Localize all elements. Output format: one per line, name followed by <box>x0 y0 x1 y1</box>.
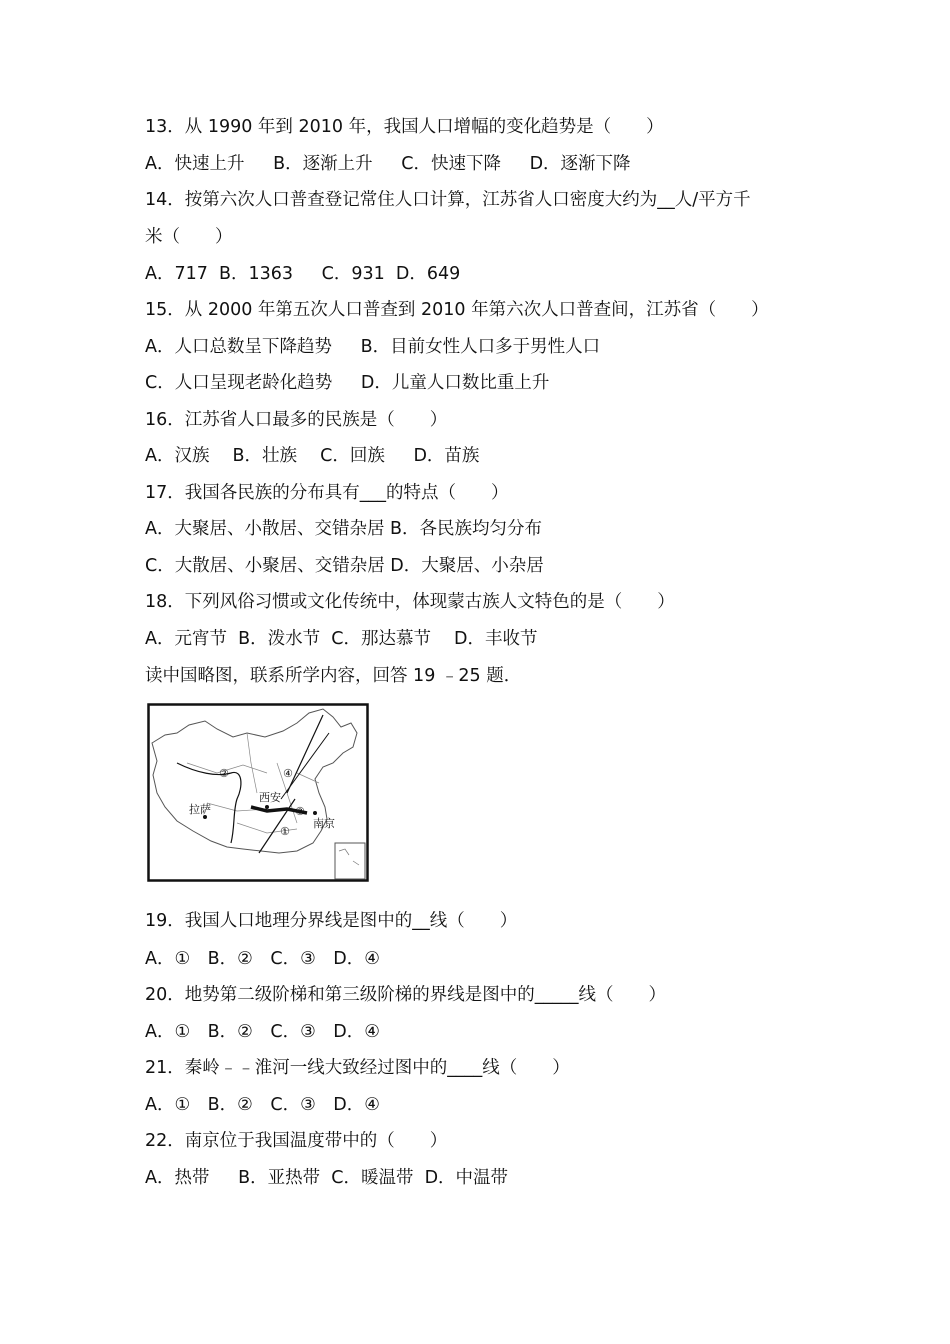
xian-dot <box>265 805 269 809</box>
question-14: 14．按第六次人口普查登记常住人口计算，江苏省人口密度大约为__人/平方千 <box>145 190 751 210</box>
label-line-2: ② <box>219 767 229 780</box>
question-19: 19．我国人口地理分界线是图中的__线（ ） <box>145 911 518 931</box>
label-line-1: ① <box>280 825 290 838</box>
question-21: 21．秦岭﹣﹣淮河一线大致经过图中的____线（ ） <box>145 1058 570 1078</box>
question-22-options: A．热带 B．亚热带 C．暖温带 D．中温带 <box>145 1168 509 1188</box>
label-line-4: ④ <box>283 767 293 780</box>
question-20: 20．地势第二级阶梯和第三级阶梯的界线是图中的_____线（ ） <box>145 985 667 1005</box>
china-sketch-map <box>147 703 369 882</box>
question-16-options: A．汉族 B．壮族 C．回族 D．苗族 <box>145 446 480 466</box>
question-14-options: A．717 B．1363 C．931 D．649 <box>145 264 461 284</box>
question-13-options: A．快速上升 B．逐渐上升 C．快速下降 D．逐渐下降 <box>145 154 631 174</box>
south-sea-inset <box>335 843 365 879</box>
question-16: 16．江苏省人口最多的民族是（ ） <box>145 410 448 430</box>
question-15-options-cd: C．人口呈现老龄化趋势 D．儿童人口数比重上升 <box>145 373 550 393</box>
label-xian: 西安 <box>259 791 281 804</box>
question-14-continued: 米（ ） <box>145 227 233 247</box>
question-19-options: A．① B．② C．③ D．④ <box>145 949 380 969</box>
label-lhasa: 拉萨 <box>189 803 211 816</box>
question-17-options-cd: C．大散居、小聚居、交错杂居 D．大聚居、小杂居 <box>145 556 544 576</box>
question-17: 17．我国各民族的分布具有___的特点（ ） <box>145 483 509 503</box>
question-18: 18．下列风俗习惯或文化传统中，体现蒙古族人文特色的是（ ） <box>145 592 675 612</box>
question-15: 15．从 2000 年第五次人口普查到 2010 年第六次人口普查间，江苏省（ ） <box>145 300 769 320</box>
question-13: 13．从 1990 年到 2010 年，我国人口增幅的变化趋势是（ ） <box>145 117 664 137</box>
label-nanjing: 南京 <box>313 817 335 830</box>
question-22: 22．南京位于我国温度带中的（ ） <box>145 1131 448 1151</box>
map-intro: 读中国略图，联系所学内容，回答 19 ﹣25 题． <box>145 666 522 686</box>
label-line-3: ③ <box>295 805 305 818</box>
nanjing-dot <box>313 811 317 815</box>
question-17-options-ab: A．大聚居、小散居、交错杂居 B．各民族均匀分布 <box>145 519 543 539</box>
question-21-options: A．① B．② C．③ D．④ <box>145 1095 380 1115</box>
question-15-options-ab: A．人口总数呈下降趋势 B．目前女性人口多于男性人口 <box>145 337 601 357</box>
question-20-options: A．① B．② C．③ D．④ <box>145 1022 380 1042</box>
question-18-options: A．元宵节 B．泼水节 C．那达慕节 D．丰收节 <box>145 629 538 649</box>
